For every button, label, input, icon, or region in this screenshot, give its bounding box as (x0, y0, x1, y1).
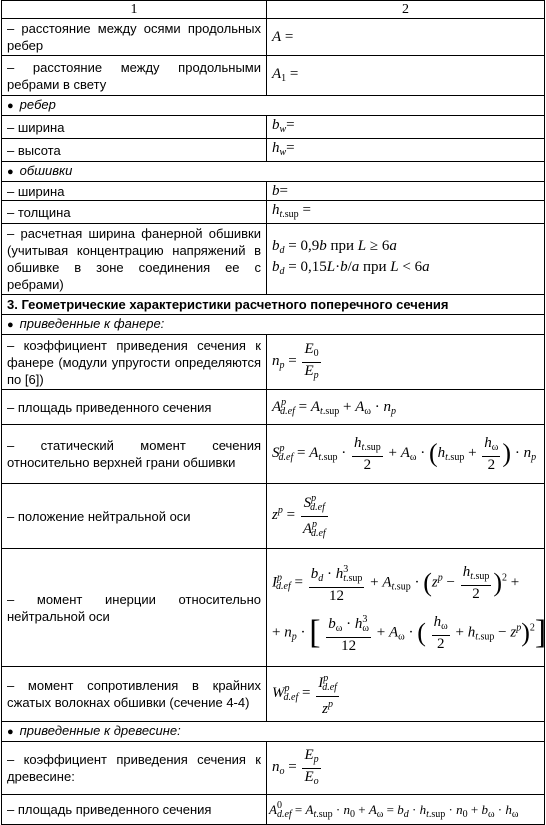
section-heading: 3. Геометрические характеристики расчетного поперечного сечения (2, 295, 545, 315)
table-row (2, 56, 545, 96)
table-row (2, 390, 545, 425)
row-label: – толщина (2, 201, 267, 224)
group-label: ● приведенные к фанере: (2, 315, 545, 335)
row-label: – площадь приведенного сечения (2, 795, 267, 825)
table-row (2, 335, 545, 390)
formula-cell: $W^p_{d.ef}$ = $\frac{I^p_{d.ef}}{z^p}$ (267, 667, 545, 722)
formula-cell: $A^0_{d.ef} = A_{t.sup} \cdot n_0 + A_\omega = b_d \cdot h_{t.sup} \cdot n_0 + b_\omega \cdot h_\omega$ (267, 795, 545, 825)
group-row (2, 162, 545, 182)
row-label: – ширина (2, 116, 267, 139)
row-label: – расчетная ширина фанерной обшивки (учитывая концентрацию напряжений в обшивке в зоне соединения ее с ребрами) (2, 224, 267, 295)
row-label: – ширина (2, 182, 267, 201)
bullet-icon: ● (7, 726, 14, 738)
column-2-header: 2 (267, 1, 545, 19)
row-label: – момент сопротивления в крайних сжатых волокнах обшивки (сечение 4-4) (2, 667, 267, 722)
bullet-icon: ● (7, 100, 14, 112)
row-label: – коэффициент приведения сечения к древесине: (2, 742, 267, 795)
row-value: b= (267, 182, 545, 201)
row-label: – расстояние между осями продольных ребер (2, 19, 267, 56)
table-row (2, 425, 545, 484)
section-heading-row (2, 295, 545, 315)
table-row (2, 116, 545, 139)
table-header-row (2, 1, 545, 19)
row-value: $b_w=$ (267, 116, 545, 139)
formula-cell: $S^p_{d.ef} = A_{t.sup}$ · $\frac{h_{t.sup}}{2}$ + $A_\omega \cdot (h_{t.sup}$ + $\frac{h_\omega}{2}$ ) · $n_p$ (267, 425, 545, 484)
column-1-header: 1 (2, 1, 267, 19)
table-row (2, 795, 545, 825)
formula-cell: $n_o$ = $\frac{E_p}{E_o}$ (267, 742, 545, 795)
formula-cell: $I^p_{d.ef}$ = $\frac{b_d \cdot h^3_{t.sup}}{12}$ + $A_{t.sup} \cdot (z^p$ − $\frac{h_{t.sup}}{2}$ )$^2$ + + $n_p$ · [ $\frac{b_\omega \cdot h^3_\omega}{12}$ + $A_\omega$ · ( $\frac{h_\omega}{2}$ + $h_{t.sup} - z^p)^2$] (267, 549, 545, 667)
group-label: ● ребер (2, 96, 545, 116)
row-label: – площадь приведенного сечения (2, 390, 267, 425)
formula-cell: $A^p_{d.ef} = A_{t.sup} + A_\omega \cdot n_p$ (267, 390, 545, 425)
table-row (2, 19, 545, 56)
row-label: – момент инерции относительно нейтральной оси (2, 549, 267, 667)
table-row (2, 224, 545, 295)
row-label: – положение нейтральной оси (2, 484, 267, 549)
group-row (2, 722, 545, 742)
table-row (2, 182, 545, 201)
group-row (2, 96, 545, 116)
group-row (2, 315, 545, 335)
table-row (2, 667, 545, 722)
row-value: $b_d = 0,9b$ при L ≥ 6a $b_d = 0,15L\cdot b/a$ при L < 6a (267, 224, 545, 295)
row-label: – статический момент сечения относительно верхней грани обшивки (2, 425, 267, 484)
row-value: $h_w=$ (267, 139, 545, 162)
row-label: – расстояние между продольными ребрами в свету (2, 56, 267, 96)
row-value: $A_1$ = (267, 56, 545, 96)
group-label: ● приведенные к древесине: (2, 722, 545, 742)
table-row (2, 549, 545, 667)
bullet-icon: ● (7, 319, 14, 331)
formula-cell: $z^p$ = $\frac{S^p_{d.ef}}{A^p_{d.ef}}$ (267, 484, 545, 549)
row-value: A = (267, 19, 545, 56)
row-label: – коэффициент приведения сечения к фанере (модули упругости определяются по [6]) (2, 335, 267, 390)
group-label: ● обшивки (2, 162, 545, 182)
table-row (2, 139, 545, 162)
row-label: – высота (2, 139, 267, 162)
bullet-icon: ● (7, 166, 14, 178)
row-value: $h_{t.sup}$ = (267, 201, 545, 224)
table-row (2, 201, 545, 224)
table-row (2, 742, 545, 795)
specification-table (1, 0, 545, 825)
formula-cell: $n_p$ = $\frac{E_0}{E_p}$ (267, 335, 545, 390)
table-row (2, 484, 545, 549)
